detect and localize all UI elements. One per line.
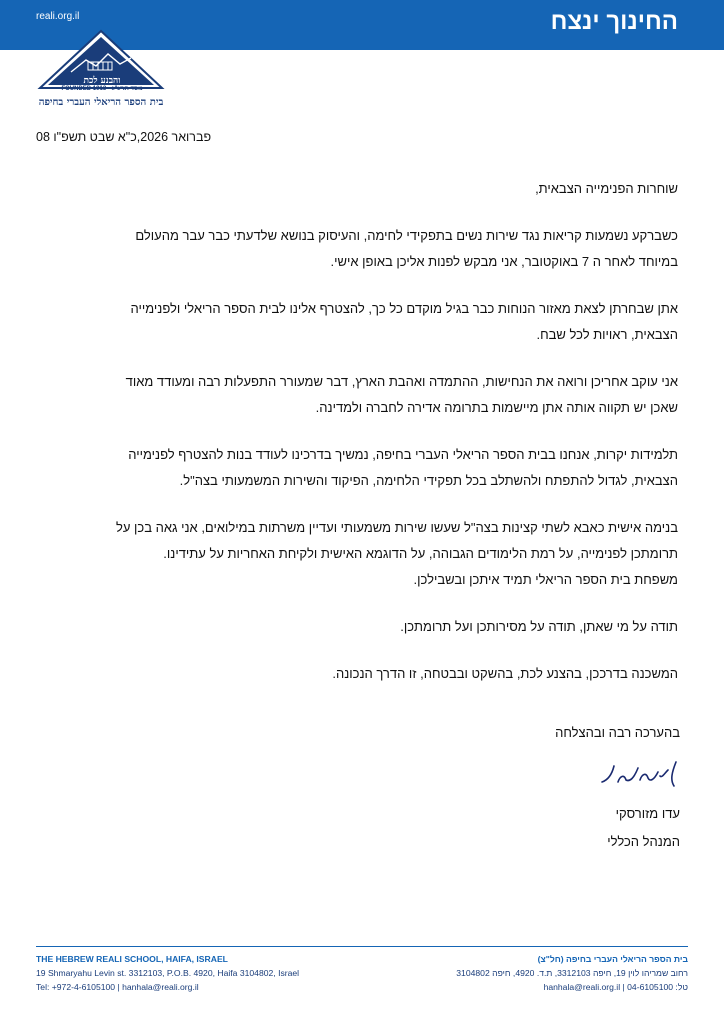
footer-he-address: רחוב שמריהו לוין 19, חיפה 3312103, ת.ד. 4920, חיפה 3104802: [456, 968, 688, 978]
paragraph-line: שאכן יש תקווה אותה אתן מיישמות בתרומה אדירה לחברה ולמדינה.: [315, 400, 678, 415]
letter-closing: בהערכה רבה ובהצלחה: [555, 725, 680, 740]
signer-name: עדו מזורסקי: [615, 806, 680, 821]
paragraph-line: הצבאית, ראויות לכל שבח.: [536, 327, 678, 342]
paragraph-line: תודה על מי שאתן, תודה על מסירותכן ועל תרומתכן.: [400, 619, 678, 634]
footer-divider: [36, 946, 688, 947]
letter-date: 08 פברואר 2026,כ"א שבט תשפ"ו: [36, 130, 212, 144]
paragraph-line: בנימה אישית כאבא לשתי קצינות בצה"ל שעשו שירות משמעותי ועדיין משרתות במילואים, אני גאה בכן על: [115, 520, 678, 535]
brand-slogan: החינוך ינצח: [550, 8, 678, 35]
site-url[interactable]: reali.org.il: [36, 11, 80, 22]
footer-english: [36, 952, 299, 994]
footer-he-name: בית הספר הריאלי העברי בחיפה (חל"צ): [537, 954, 688, 964]
school-logo: [36, 28, 166, 112]
signer-title: המנהל הכללי: [607, 834, 680, 849]
footer-en-address: 19 Shmaryahu Levin st. 3312103, P.O.B. 4920, Haifa 3104802, Israel: [36, 968, 300, 978]
paragraph-line: אני עוקב אחריכן ורואה את הנחישות, ההתמדה ואהבת הארץ, דבר שמעורר התפעלות רבה ומעודד מאוד: [125, 374, 678, 389]
letter-body: [44, 176, 678, 687]
paragraph-line: משפחת בית הספר הריאלי תמיד איתכן ובשבילכן.: [413, 572, 678, 587]
paragraph-line: הצבאית, לגדול להתפתח ולהשתלב בכל תפקידי הלחימה, הפיקוד והשירות המשמעותי בצה"ל.: [179, 473, 678, 488]
paragraph-line: כשברקע נשמעות קריאות נגד שירות נשים בתפקידי לחימה, והעיסוק בנושא שלדעתי כבר עבר מהעולם: [135, 228, 678, 243]
paragraph-line: תלמידות יקרות, אנחנו בבית הספר הריאלי העברי בחיפה, נמשיך בדרכינו לעודד בנות להצטרף לפנימייה: [128, 447, 678, 462]
signature-icon: [584, 752, 684, 792]
paragraph-line: אתן שבחרתן לצאת מאזור הנוחות כבר בגיל מוקדם כל כך, להצטרף אלינו לבית הספר הריאלי ולפנימייה: [130, 301, 678, 316]
letter-greeting: שוחרות הפנימייה הצבאית,: [535, 181, 678, 196]
paragraph-line: במיוחד לאחר ה 7 באוקטובר, אני מבקש לפנות אליכן באופן אישי.: [330, 254, 678, 269]
signer-block: [607, 800, 680, 856]
paragraph-line: המשכנה בדרככן, בהצנע לכת, בהשקט ובבטחה, זו הדרך הנכונה.: [332, 666, 678, 681]
footer-en-name: THE HEBREW REALI SCHOOL, HAIFA, ISRAEL: [36, 954, 228, 964]
footer-hebrew: [456, 952, 688, 994]
paragraph-line: תרומתכן לפנימייה, על רמת הלימודים הגבוהה, על הדוגמא האישית ולקיחת האחריות על עתידינו.: [163, 546, 678, 561]
logo-school-name: בית הספר הריאלי העברי בחיפה: [38, 97, 164, 108]
footer-he-contact[interactable]: טל: 04-6105100 | hanhala@reali.org.il: [543, 982, 688, 992]
footer-en-contact[interactable]: Tel: +972-4-6105100 | hanhala@reali.org.il: [36, 982, 199, 992]
logo-founded: FOUNDED 1913 • נוסד תרע"ג: [61, 86, 143, 92]
logo-motto: והבנע לכת: [83, 76, 121, 86]
